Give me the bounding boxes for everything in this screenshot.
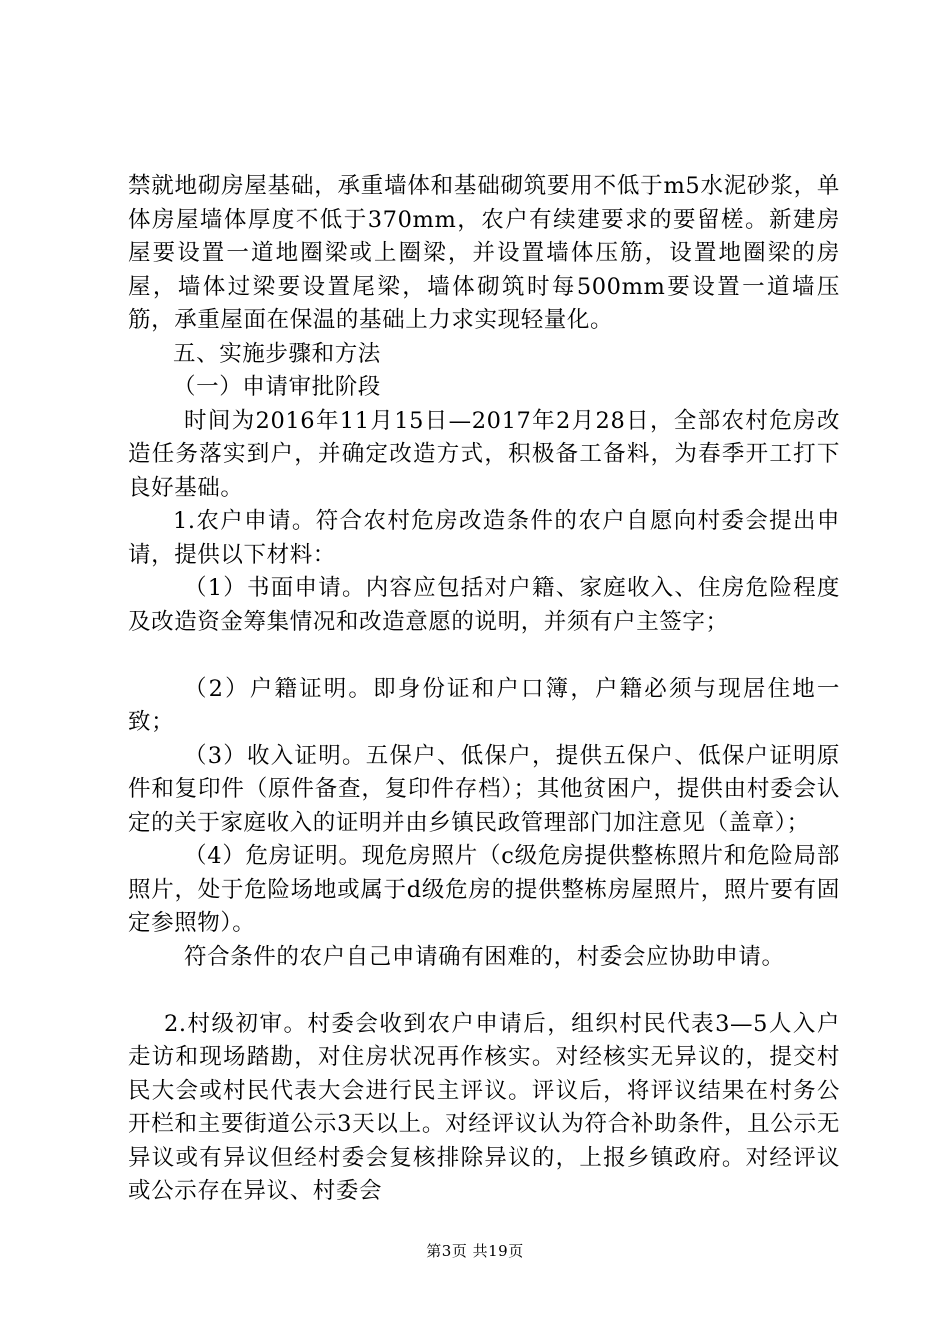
section-heading-implementation-steps: 五、实施步骤和方法 [173,340,381,367]
paragraph-farmer-application: 1.农户申请。符合农村危房改造条件的农户自愿向村委会提出申请，提供以下材料： [128,508,840,568]
paragraph-assistance: 符合条件的农户自己申请确有困难的，村委会应协助申请。 [184,943,785,970]
paragraph-foundation-requirements: 禁就地砌房屋基础，承重墙体和基础砌筑要用不低于m5水泥砂浆，单体房屋墙体厚度不低于370mm，农户有续建要求的要留槎。新建房屋要设置一道地圈梁或上圈梁，并设置墙体压筋，设置地圈梁的房屋，墙体过梁要设置尾梁，墙体砌筑时每500mm要设置一道墙压筋，承重屋面在保温的基础上力求实现轻量化。 [128,173,840,333]
blank-line [128,974,840,1008]
paragraph-dangerous-house-proof: （4）危房证明。现危房照片（c级危房提供整栋照片和危险局部照片，处于危险场地或属于d级危房的提供整栋房屋照片，照片要有固定参照物）。 [128,843,840,936]
subsection-heading-application-approval: （一）申请审批阶段 [173,374,381,400]
paragraph-written-application: （1）书面申请。内容应包括对户籍、家庭收入、住房危险程度及改造资金筹集情况和改造意愿的说明，并须有户主签字； [128,575,840,635]
paragraph-village-preliminary-review: 2.村级初审。村委会收到农户申请后，组织村民代表3—5人入户走访和现场踏勘，对住房状况再作核实。对经核实无异议的，提交村民大会或村民代表大会进行民主评议。评议后，将评议结果在村务公开栏和主要街道公示3天以上。对经评议认为符合补助条件，且公示无异议或有异议但经村委会复核排除异议的，上报乡镇政府。对经评议或公示存在异议、村委会 [128,1010,840,1204]
document-body [128,170,840,1209]
page-footer: 第3页 共19页 [426,1242,524,1260]
blank-line [128,639,840,673]
paragraph-household-proof: （2）户籍证明。即身份证和户口簿，户籍必须与现居住地一致； [128,675,840,735]
paragraph-timeline: 时间为2016年11月15日—2017年2月28日，全部农村危房改造任务落实到户，并确定改造方式，积极备工备料，为春季开工打下良好基础。 [128,407,840,501]
paragraph-income-proof: （3）收入证明。五保户、低保户，提供五保户、低保户证明原件和复印件（原件备查，复印件存档）；其他贫困户，提供由村委会认定的关于家庭收入的证明并由乡镇民政管理部门加注意见（盖章）； [128,742,840,836]
